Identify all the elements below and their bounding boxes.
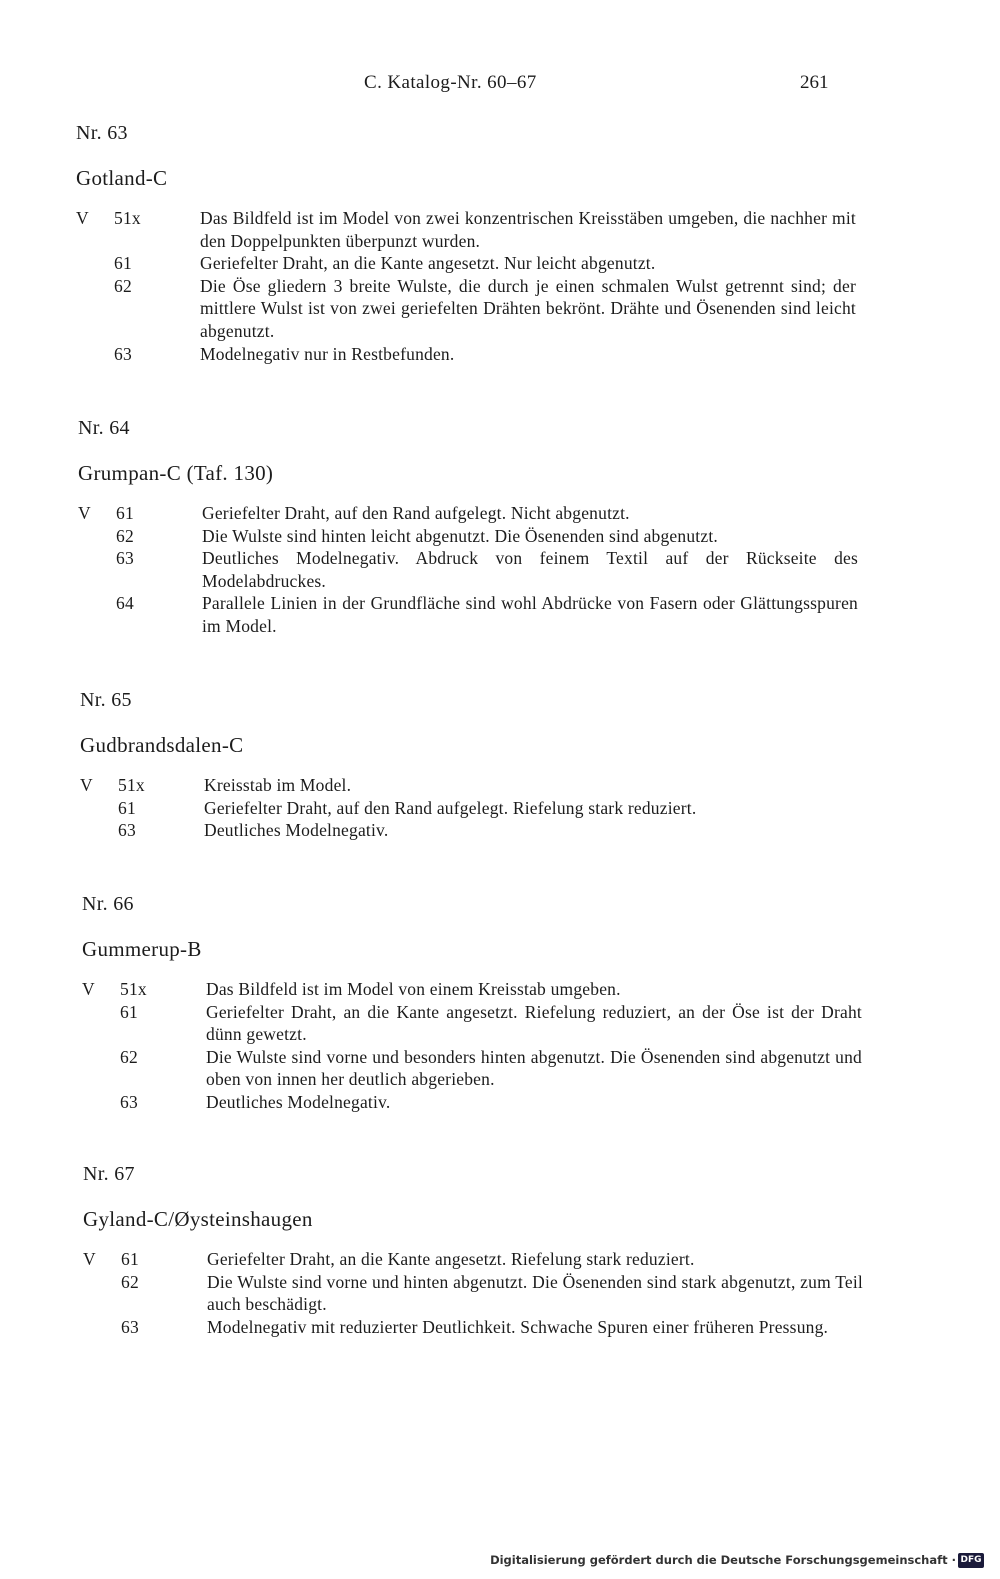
entry-rows — [83, 1248, 863, 1338]
row-description: Geriefelter Draht, auf den Rand aufgelegt. Nicht abgenutzt. — [202, 503, 630, 523]
entry-row — [76, 275, 856, 343]
row-description: Deutliches Modelnegativ. — [206, 1091, 391, 1112]
entry-rows — [80, 774, 860, 842]
row-code: 61 — [120, 1001, 138, 1022]
entry-row — [83, 1316, 863, 1339]
entry-number: Nr. 65 — [80, 689, 132, 711]
row-code: 63 — [116, 548, 134, 569]
row-code: 63 — [120, 1091, 138, 1112]
row-description: Modelnegativ mit reduzierter Deutlichkeit. Schwache Spuren einer früheren Pressung. — [207, 1316, 829, 1337]
row-code: 61 — [116, 503, 134, 523]
page-number: 261 — [800, 72, 829, 93]
page-header — [0, 72, 1000, 102]
row-code: 63 — [121, 1316, 139, 1337]
entry-row — [80, 774, 860, 797]
entry-number: Nr. 66 — [82, 893, 134, 915]
row-description: Deutliches Modelnegativ. Abdruck von feinem Textil auf der Rückseite des Modelabdruckes. — [202, 548, 858, 591]
row-description: Deutliches Modelnegativ. — [204, 820, 389, 841]
entry-row — [82, 978, 862, 1001]
entry-title: Gudbrandsdalen-C — [80, 733, 244, 757]
entry-row — [78, 525, 858, 548]
row-description: Geriefelter Draht, an die Kante angesetzt. Nur leicht abgenutzt. — [200, 253, 656, 274]
row-description: Das Bildfeld ist im Model von zwei konzentrischen Kreisstäben umgeben, die nachher mit den Doppelpunkten überpunzt wurden. — [200, 208, 856, 251]
entry-row — [83, 1248, 863, 1271]
entry-row — [76, 207, 856, 252]
entry-row — [80, 797, 860, 820]
catalog-entry — [83, 1162, 863, 1338]
row-code: 62 — [120, 1046, 138, 1067]
row-code: 61 — [114, 253, 132, 274]
row-description: Die Wulste sind vorne und hinten abgenutzt. Die Ösenenden sind stark abgenutzt, zum Teil auch beschädigt. — [207, 1271, 863, 1315]
row-description: Die Wulste sind vorne und besonders hinten abgenutzt. Die Ösenenden sind abgenutzt und oben von innen her deutlich abgerieben. — [206, 1046, 862, 1090]
row-code: 63 — [118, 820, 136, 841]
digitization-footer — [0, 1551, 1000, 1573]
entry-row — [76, 252, 856, 275]
entry-row — [76, 343, 856, 366]
entry-row — [82, 1001, 862, 1046]
row-code: 51x — [118, 775, 145, 795]
row-code: 61 — [118, 797, 136, 818]
row-description: Kreisstab im Model. — [204, 775, 352, 795]
entry-row — [78, 502, 858, 525]
entry-row — [82, 1046, 862, 1091]
entry-number: Nr. 64 — [78, 417, 130, 439]
row-code: 62 — [116, 525, 134, 546]
entry-number: Nr. 67 — [83, 1163, 135, 1185]
entry-row — [78, 592, 858, 637]
entry-row — [83, 1271, 863, 1316]
entry-row — [80, 819, 860, 842]
catalog-entry — [76, 121, 856, 365]
row-code: 62 — [114, 275, 132, 296]
catalog-entry — [78, 416, 858, 638]
row-description: Die Wulste sind hinten leicht abgenutzt. Die Ösenenden sind abgenutzt. — [202, 525, 718, 546]
entry-row — [78, 547, 858, 592]
entry-row — [82, 1091, 862, 1114]
entry-title: Gotland-C — [76, 166, 168, 190]
row-code: 51x — [114, 208, 141, 228]
entry-title: Gyland-C/Øysteinshaugen — [83, 1207, 313, 1231]
row-side-marker: V — [76, 208, 89, 228]
row-code: 62 — [121, 1271, 139, 1292]
row-description: Geriefelter Draht, an die Kante angesetzt. Riefelung reduziert, an der Öse ist der Draht dünn gewetzt. — [206, 1001, 862, 1045]
dfg-logo-icon: DFG — [958, 1553, 984, 1568]
entry-rows — [76, 207, 856, 365]
row-description: Geriefelter Draht, an die Kante angesetzt. Riefelung stark reduziert. — [207, 1249, 695, 1269]
row-description: Parallele Linien in der Grundfläche sind wohl Abdrücke von Fasern oder Glättungsspuren im Model. — [202, 593, 858, 636]
row-description: Das Bildfeld ist im Model von einem Kreisstab umgeben. — [206, 979, 621, 999]
catalog-entry — [82, 892, 862, 1114]
entry-number: Nr. 63 — [76, 122, 128, 144]
row-code: 64 — [116, 593, 134, 614]
entry-rows — [78, 502, 858, 638]
row-code: 61 — [121, 1249, 139, 1269]
entry-title: Grumpan-C (Taf. 130) — [78, 461, 274, 485]
row-description: Die Öse gliedern 3 breite Wulste, die durch je einen schmalen Wulst getrennt sind; der mittlere Wulst ist von zwei geriefelten Drähten bekrönt. Drähte und Ösenenden sind leicht abgenutzt. — [200, 275, 856, 341]
row-description: Modelnegativ nur in Restbefunden. — [200, 343, 455, 364]
row-side-marker: V — [80, 775, 93, 795]
catalog-entry — [80, 688, 860, 842]
row-description: Geriefelter Draht, auf den Rand aufgelegt. Riefelung stark reduziert. — [204, 797, 697, 818]
funding-credit: Digitalisierung gefördert durch die Deutsche Forschungsgemeinschaft · — [490, 1553, 956, 1567]
row-side-marker: V — [78, 503, 91, 523]
entry-rows — [82, 978, 862, 1114]
running-head: C. Katalog-Nr. 60–67 — [364, 72, 537, 93]
row-code: 63 — [114, 343, 132, 364]
entry-title: Gummerup-B — [82, 937, 202, 961]
row-side-marker: V — [82, 979, 95, 999]
row-code: 51x — [120, 979, 147, 999]
row-side-marker: V — [83, 1249, 96, 1269]
